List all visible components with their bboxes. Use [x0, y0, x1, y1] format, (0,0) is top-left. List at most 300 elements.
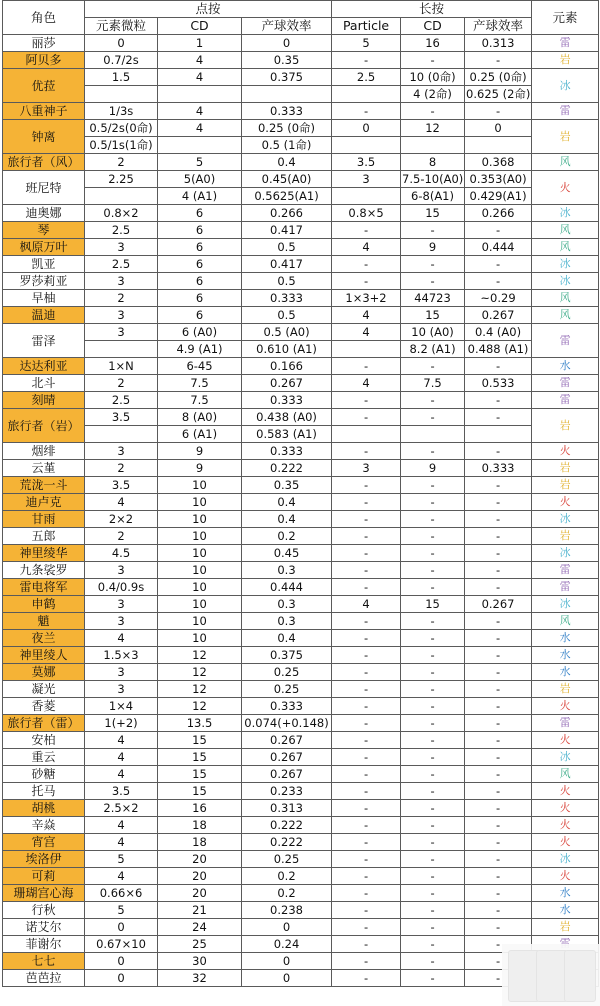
hold-efficiency-cell: - — [465, 783, 532, 800]
element-cell: 冰 — [532, 545, 599, 562]
table-row — [3, 902, 599, 919]
hold-efficiency-cell: ~0.29 — [465, 290, 532, 307]
tap-cd-cell: 10 — [158, 579, 242, 596]
element-cell: 水 — [532, 358, 599, 375]
hold-particles-cell: - — [332, 851, 401, 868]
character-name: 雷电将军 — [3, 579, 85, 596]
character-name: 砂糖 — [3, 766, 85, 783]
hold-particles-cell: - — [332, 613, 401, 630]
table-row — [3, 392, 599, 409]
character-name: 七七 — [3, 953, 85, 970]
hold-cd-cell: - — [401, 936, 465, 953]
tap-cd-cell: 4 — [158, 120, 242, 137]
tap-cd-cell: 6 — [158, 256, 242, 273]
hold-particles-cell: - — [332, 715, 401, 732]
tap-efficiency-cell: 0.233 — [242, 783, 332, 800]
watermark-tile — [564, 950, 596, 1002]
tap-particles-cell: 4 — [85, 749, 158, 766]
tap-efficiency-cell: 0.266 — [242, 205, 332, 222]
character-name: 八重神子 — [3, 103, 85, 120]
hold-efficiency-cell: - — [465, 885, 532, 902]
hold-particles-cell: - — [332, 817, 401, 834]
tap-particles-cell: 0.5/1s(1命) — [85, 137, 158, 154]
hold-particles-cell: - — [332, 868, 401, 885]
hold-particles-cell: - — [332, 953, 401, 970]
hold-particles-cell: - — [332, 52, 401, 69]
hold-efficiency-cell: - — [465, 358, 532, 375]
tap-efficiency-cell: 0.222 — [242, 834, 332, 851]
table-row — [3, 664, 599, 681]
tap-cd-cell: 6 — [158, 273, 242, 290]
hold-efficiency-cell: - — [465, 494, 532, 511]
hold-efficiency-cell: 0.625 (2命) — [466, 87, 531, 101]
table-row — [3, 494, 599, 511]
header-element: 元素 — [532, 1, 599, 35]
character-name: 丽莎 — [3, 35, 85, 52]
hold-cd-cell: 8.2 (A1) — [401, 341, 465, 358]
character-name: 温迪 — [3, 307, 85, 324]
table-row — [3, 868, 599, 885]
hold-particles-cell: 1×3+2 — [332, 290, 401, 307]
element-cell: 雷 — [532, 392, 599, 409]
character-name: 重云 — [3, 749, 85, 766]
tap-cd-cell: 30 — [158, 953, 242, 970]
tap-particles-cell: 2 — [85, 460, 158, 477]
tap-cd-cell: 18 — [158, 834, 242, 851]
tap-cd-cell: 12 — [158, 647, 242, 664]
tap-efficiency-cell: 0.222 — [242, 460, 332, 477]
hold-cd-cell: 16 — [401, 35, 465, 52]
element-cell: 火 — [532, 443, 599, 460]
hold-cd-cell: - — [401, 579, 465, 596]
hold-efficiency-cell: - — [465, 443, 532, 460]
hold-efficiency-cell: - — [465, 103, 532, 120]
hold-efficiency-cell: - — [465, 698, 532, 715]
hold-efficiency-cell: 0.368 — [465, 154, 532, 171]
tap-efficiency-cell: 0.267 — [242, 749, 332, 766]
tap-efficiency-cell: 0.45(A0) — [242, 171, 332, 188]
tap-cd-cell: 16 — [158, 800, 242, 817]
hold-efficiency-cell: - — [465, 732, 532, 749]
hold-particles-cell: - — [332, 902, 401, 919]
tap-efficiency-cell: 0.4 — [242, 154, 332, 171]
hold-cd-cell: - — [401, 851, 465, 868]
character-name: 芭芭拉 — [3, 970, 85, 987]
element-cell: 岩 — [532, 120, 599, 154]
tap-efficiency-cell: 0.333 — [242, 698, 332, 715]
element-cell: 雷 — [532, 579, 599, 596]
hold-particles-cell: - — [332, 698, 401, 715]
tap-efficiency-cell: 0.238 — [242, 902, 332, 919]
element-cell: 雷 — [532, 35, 599, 52]
hold-cd-cell: - — [401, 766, 465, 783]
element-cell: 岩 — [532, 52, 599, 69]
hold-particles-cell: - — [332, 477, 401, 494]
character-name: 烟绯 — [3, 443, 85, 460]
tap-particles-cell: 3 — [85, 562, 158, 579]
hold-efficiency-cell: - — [465, 545, 532, 562]
character-name: 凯亚 — [3, 256, 85, 273]
hold-cd-cell: 15 — [401, 307, 465, 324]
hold-cd-cell: - — [401, 681, 465, 698]
tap-cd-cell: 4 — [158, 69, 242, 86]
tap-efficiency-cell: 0.4 — [242, 511, 332, 528]
hold-efficiency-cell: - — [465, 562, 532, 579]
hold-cd-cell: - — [401, 800, 465, 817]
table-row — [3, 256, 599, 273]
tap-cd-cell: 32 — [158, 970, 242, 987]
hold-particles-cell — [332, 188, 401, 205]
table-row — [3, 443, 599, 460]
element-cell: 火 — [532, 494, 599, 511]
tap-particles-cell: 3 — [85, 443, 158, 460]
hold-particles-cell: - — [332, 579, 401, 596]
hold-cd-cell: 44723 — [401, 290, 465, 307]
table-row — [3, 596, 599, 613]
element-cell: 雷 — [532, 103, 599, 120]
hold-cd-cell: 7.5-10(A0) — [402, 172, 464, 186]
tap-cd-cell: 10 — [158, 596, 242, 613]
hold-cd-cell: - — [401, 715, 465, 732]
character-name: 达达利亚 — [3, 358, 85, 375]
tap-efficiency-cell: 0 — [242, 970, 332, 987]
tap-particles-cell — [85, 341, 158, 358]
hold-particles-cell: - — [332, 256, 401, 273]
hold-particles-cell: 4 — [332, 239, 401, 256]
table-row — [3, 426, 599, 443]
tap-particles-cell: 4 — [85, 732, 158, 749]
tap-particles-cell: 1×4 — [85, 698, 158, 715]
hold-particles-cell: 3.5 — [332, 154, 401, 171]
tap-particles-cell — [85, 426, 158, 443]
hold-efficiency-cell: - — [465, 477, 532, 494]
hold-efficiency-cell: - — [465, 222, 532, 239]
tap-efficiency-cell: 0.5625(A1) — [242, 188, 332, 205]
hold-cd-cell: - — [401, 511, 465, 528]
table-row — [3, 545, 599, 562]
element-cell: 岩 — [532, 919, 599, 936]
tap-efficiency-cell: 0.444 — [242, 579, 332, 596]
tap-efficiency-cell: 0.25 (0命) — [242, 120, 332, 137]
character-name: 珊瑚宫心海 — [3, 885, 85, 902]
table-row — [3, 698, 599, 715]
character-name: 可莉 — [3, 868, 85, 885]
hold-cd-cell — [401, 137, 465, 154]
table-row — [3, 86, 599, 103]
hold-cd-cell: 4 (2命) — [401, 86, 465, 103]
tap-cd-cell: 9 — [158, 460, 242, 477]
table-row — [3, 460, 599, 477]
element-cell: 水 — [532, 902, 599, 919]
tap-efficiency-cell: 0.5 (1命) — [242, 137, 332, 154]
particle-table — [2, 0, 599, 987]
tap-cd-cell: 6 — [158, 239, 242, 256]
hold-efficiency-cell: - — [465, 766, 532, 783]
table-row — [3, 528, 599, 545]
hold-efficiency-cell: 0.266 — [465, 205, 532, 222]
hold-efficiency-cell: 0.353(A0) — [465, 171, 532, 188]
tap-cd-cell: 15 — [158, 766, 242, 783]
hold-cd-cell: - — [401, 698, 465, 715]
element-cell: 冰 — [532, 256, 599, 273]
tap-particles-cell: 3 — [85, 273, 158, 290]
tap-particles-cell — [85, 188, 158, 205]
tap-efficiency-cell: 0.333 — [242, 290, 332, 307]
table-row — [3, 103, 599, 120]
tap-particles-cell: 2 — [85, 375, 158, 392]
tap-particles-cell: 5 — [85, 902, 158, 919]
tap-cd-cell: 20 — [158, 851, 242, 868]
hold-efficiency-cell: - — [465, 273, 532, 290]
tap-particles-cell: 0.4/0.9s — [85, 579, 158, 596]
hold-cd-cell: - — [401, 970, 465, 987]
tap-particles-cell: 2.5 — [85, 256, 158, 273]
hold-efficiency-cell: - — [465, 511, 532, 528]
table-row — [3, 511, 599, 528]
tap-particles-cell: 3 — [85, 239, 158, 256]
table-row — [3, 120, 599, 137]
tap-cd-cell: 5(A0) — [158, 171, 242, 188]
tap-particles-cell: 2.5 — [85, 222, 158, 239]
tap-cd-cell: 6 — [158, 307, 242, 324]
hold-particles-cell: 0 — [332, 120, 401, 137]
hold-efficiency-cell: 0.267 — [465, 596, 532, 613]
tap-efficiency-cell: 0.25 — [242, 664, 332, 681]
tap-efficiency-cell: 0.5 — [242, 239, 332, 256]
tap-efficiency-cell: 0.35 — [242, 52, 332, 69]
tap-efficiency-cell: 0.2 — [242, 885, 332, 902]
tap-cd-cell: 20 — [158, 868, 242, 885]
tap-cd-cell: 20 — [158, 885, 242, 902]
tap-particles-cell: 4 — [85, 494, 158, 511]
element-cell: 冰 — [532, 511, 599, 528]
hold-particles-cell — [332, 341, 401, 358]
hold-efficiency-cell: 0.333 — [465, 460, 532, 477]
hold-cd-cell: - — [401, 477, 465, 494]
table-row — [3, 171, 599, 188]
tap-efficiency-cell: 0.3 — [242, 562, 332, 579]
tap-particles-cell: 0 — [85, 35, 158, 52]
element-cell: 雷 — [532, 324, 599, 358]
character-name: 迪卢克 — [3, 494, 85, 511]
element-cell: 水 — [532, 664, 599, 681]
tap-cd-cell: 4.9 (A1) — [158, 341, 242, 358]
tap-efficiency-cell: 0.333 — [242, 103, 332, 120]
element-cell: 岩 — [532, 409, 599, 443]
hold-particles-cell: - — [332, 919, 401, 936]
tap-efficiency-cell: 0.074(+0.148) — [242, 715, 332, 732]
tap-particles-cell: 2 — [85, 290, 158, 307]
hold-efficiency-cell: - — [465, 52, 532, 69]
table-row — [3, 239, 599, 256]
hold-particles-cell: - — [332, 358, 401, 375]
element-cell: 火 — [532, 783, 599, 800]
tap-particles-cell: 2×2 — [85, 511, 158, 528]
table-row — [3, 375, 599, 392]
hold-cd-cell: 10 (A0) — [401, 324, 465, 341]
hold-cd-cell: - — [401, 749, 465, 766]
hold-cd-cell: 15 — [401, 205, 465, 222]
tap-particles-cell: 0.67×10 — [85, 936, 158, 953]
hold-cd-cell: - — [401, 256, 465, 273]
hold-cd-cell: - — [401, 783, 465, 800]
tap-cd-cell: 15 — [158, 783, 242, 800]
tap-efficiency-cell: 0.3 — [242, 613, 332, 630]
character-name: 刻晴 — [3, 392, 85, 409]
hold-particles-cell: - — [332, 970, 401, 987]
tap-cd-cell: 4 — [158, 103, 242, 120]
tap-efficiency-cell: 0.25 — [242, 681, 332, 698]
hold-cd-cell: - — [401, 545, 465, 562]
hold-efficiency-cell — [465, 137, 532, 154]
hold-particles-cell: - — [332, 936, 401, 953]
hold-cd-cell: - — [401, 613, 465, 630]
hold-efficiency-cell: - — [465, 970, 532, 987]
hold-particles-cell — [332, 86, 401, 103]
table-row — [3, 222, 599, 239]
table-row — [3, 732, 599, 749]
hold-particles-cell — [332, 426, 401, 443]
tap-particles-cell: 0.8×2 — [85, 205, 158, 222]
element-cell: 风 — [532, 154, 599, 171]
tap-particles-cell: 3 — [85, 664, 158, 681]
table-row — [3, 613, 599, 630]
hold-particles-cell: 4 — [332, 596, 401, 613]
hold-particles-cell — [332, 137, 401, 154]
tap-cd-cell: 7.5 — [158, 375, 242, 392]
character-name: 早柚 — [3, 290, 85, 307]
character-name: 班尼特 — [3, 171, 85, 205]
table-row — [3, 409, 599, 426]
table-row — [3, 69, 599, 86]
hold-cd-cell: 9 — [401, 460, 465, 477]
hold-efficiency-cell — [465, 426, 532, 443]
element-cell: 火 — [532, 817, 599, 834]
hold-particles-cell: 4 — [332, 307, 401, 324]
character-name: 夜兰 — [3, 630, 85, 647]
hold-efficiency-cell: - — [465, 681, 532, 698]
table-row — [3, 834, 599, 851]
hold-efficiency-cell: - — [465, 936, 532, 953]
tap-particles-cell: 1×N — [85, 358, 158, 375]
element-cell: 火 — [532, 732, 599, 749]
table-row — [3, 290, 599, 307]
table-row — [3, 885, 599, 902]
element-cell: 雷 — [532, 375, 599, 392]
hold-efficiency-cell: - — [465, 579, 532, 596]
element-cell: 火 — [532, 800, 599, 817]
hold-efficiency-cell: 0.429(A1) — [465, 188, 532, 205]
hold-efficiency-cell: - — [465, 630, 532, 647]
tap-efficiency-cell: 0.267 — [242, 732, 332, 749]
tap-particles-cell: 3 — [85, 613, 158, 630]
element-cell: 冰 — [532, 205, 599, 222]
tap-cd-cell: 10 — [158, 630, 242, 647]
hold-efficiency-cell: 0.25 (0命) — [465, 69, 532, 86]
element-cell: 火 — [532, 171, 599, 205]
hold-particles-cell: - — [332, 494, 401, 511]
hold-particles-cell: - — [332, 222, 401, 239]
tap-efficiency-cell: 0.375 — [242, 69, 332, 86]
element-cell: 火 — [532, 868, 599, 885]
tap-efficiency-cell: 0.267 — [242, 766, 332, 783]
character-name: 神里绫人 — [3, 647, 85, 664]
character-name: 魈 — [3, 613, 85, 630]
tap-cd-cell: 4 — [158, 52, 242, 69]
character-name: 宵宫 — [3, 834, 85, 851]
hold-cd-cell: - — [401, 834, 465, 851]
hold-cd-cell: 15 — [401, 596, 465, 613]
tap-cd-cell: 10 — [158, 545, 242, 562]
character-name: 旅行者（风） — [3, 154, 85, 171]
table-row — [3, 783, 599, 800]
tap-cd-cell: 12 — [158, 664, 242, 681]
table-row — [3, 205, 599, 222]
hold-efficiency-cell: - — [465, 749, 532, 766]
tap-efficiency-cell: 0.2 — [242, 868, 332, 885]
hold-cd-cell: - — [401, 630, 465, 647]
element-cell: 岩 — [532, 528, 599, 545]
tap-cd-cell: 21 — [158, 902, 242, 919]
tap-particles-cell: 1.5 — [85, 69, 158, 86]
hold-particles-cell: - — [332, 885, 401, 902]
hold-particles-cell: 3 — [332, 171, 401, 188]
character-name: 阿贝多 — [3, 52, 85, 69]
tap-efficiency-cell: 0.417 — [242, 256, 332, 273]
hold-particles-cell: - — [332, 392, 401, 409]
hold-particles-cell: - — [332, 834, 401, 851]
element-cell: 冰 — [532, 69, 599, 103]
hold-particles-cell: - — [332, 766, 401, 783]
element-cell: 岩 — [532, 460, 599, 477]
element-cell: 冰 — [532, 273, 599, 290]
tap-particles-cell — [85, 86, 158, 103]
hold-cd-cell: 12 — [401, 120, 465, 137]
tap-particles-cell: 2.5 — [85, 392, 158, 409]
character-name: 香菱 — [3, 698, 85, 715]
tap-cd-cell: 10 — [158, 528, 242, 545]
table-body — [3, 35, 599, 987]
table-row — [3, 52, 599, 69]
character-name: 埃洛伊 — [3, 851, 85, 868]
character-name: 北斗 — [3, 375, 85, 392]
character-name: 神里绫华 — [3, 545, 85, 562]
tap-particles-cell: 3.5 — [85, 783, 158, 800]
tap-efficiency-cell: 0.333 — [242, 443, 332, 460]
hold-efficiency-cell: - — [465, 919, 532, 936]
table-row — [3, 154, 599, 171]
hold-particles-cell: - — [332, 681, 401, 698]
element-cell: 雷 — [532, 715, 599, 732]
table-row — [3, 341, 599, 358]
tap-particles-cell: 3.5 — [85, 477, 158, 494]
hold-efficiency-cell: 0.444 — [465, 239, 532, 256]
tap-efficiency-cell: 0.5 — [242, 307, 332, 324]
tap-cd-cell: 12 — [158, 698, 242, 715]
tap-cd-cell: 4 (A1) — [158, 188, 242, 205]
tap-particles-cell: 1(+2) — [85, 715, 158, 732]
element-cell: 水 — [532, 647, 599, 664]
tap-efficiency-cell: 0.375 — [242, 647, 332, 664]
tap-efficiency-cell: 0.35 — [242, 477, 332, 494]
header-hold-efficiency: 产球效率 — [465, 18, 532, 35]
hold-cd-cell: 7.5 — [401, 375, 465, 392]
hold-efficiency-cell: - — [465, 613, 532, 630]
hold-efficiency-cell: - — [465, 256, 532, 273]
element-cell: 雷 — [532, 562, 599, 579]
character-name: 琴 — [3, 222, 85, 239]
tap-particles-cell: 4 — [85, 834, 158, 851]
